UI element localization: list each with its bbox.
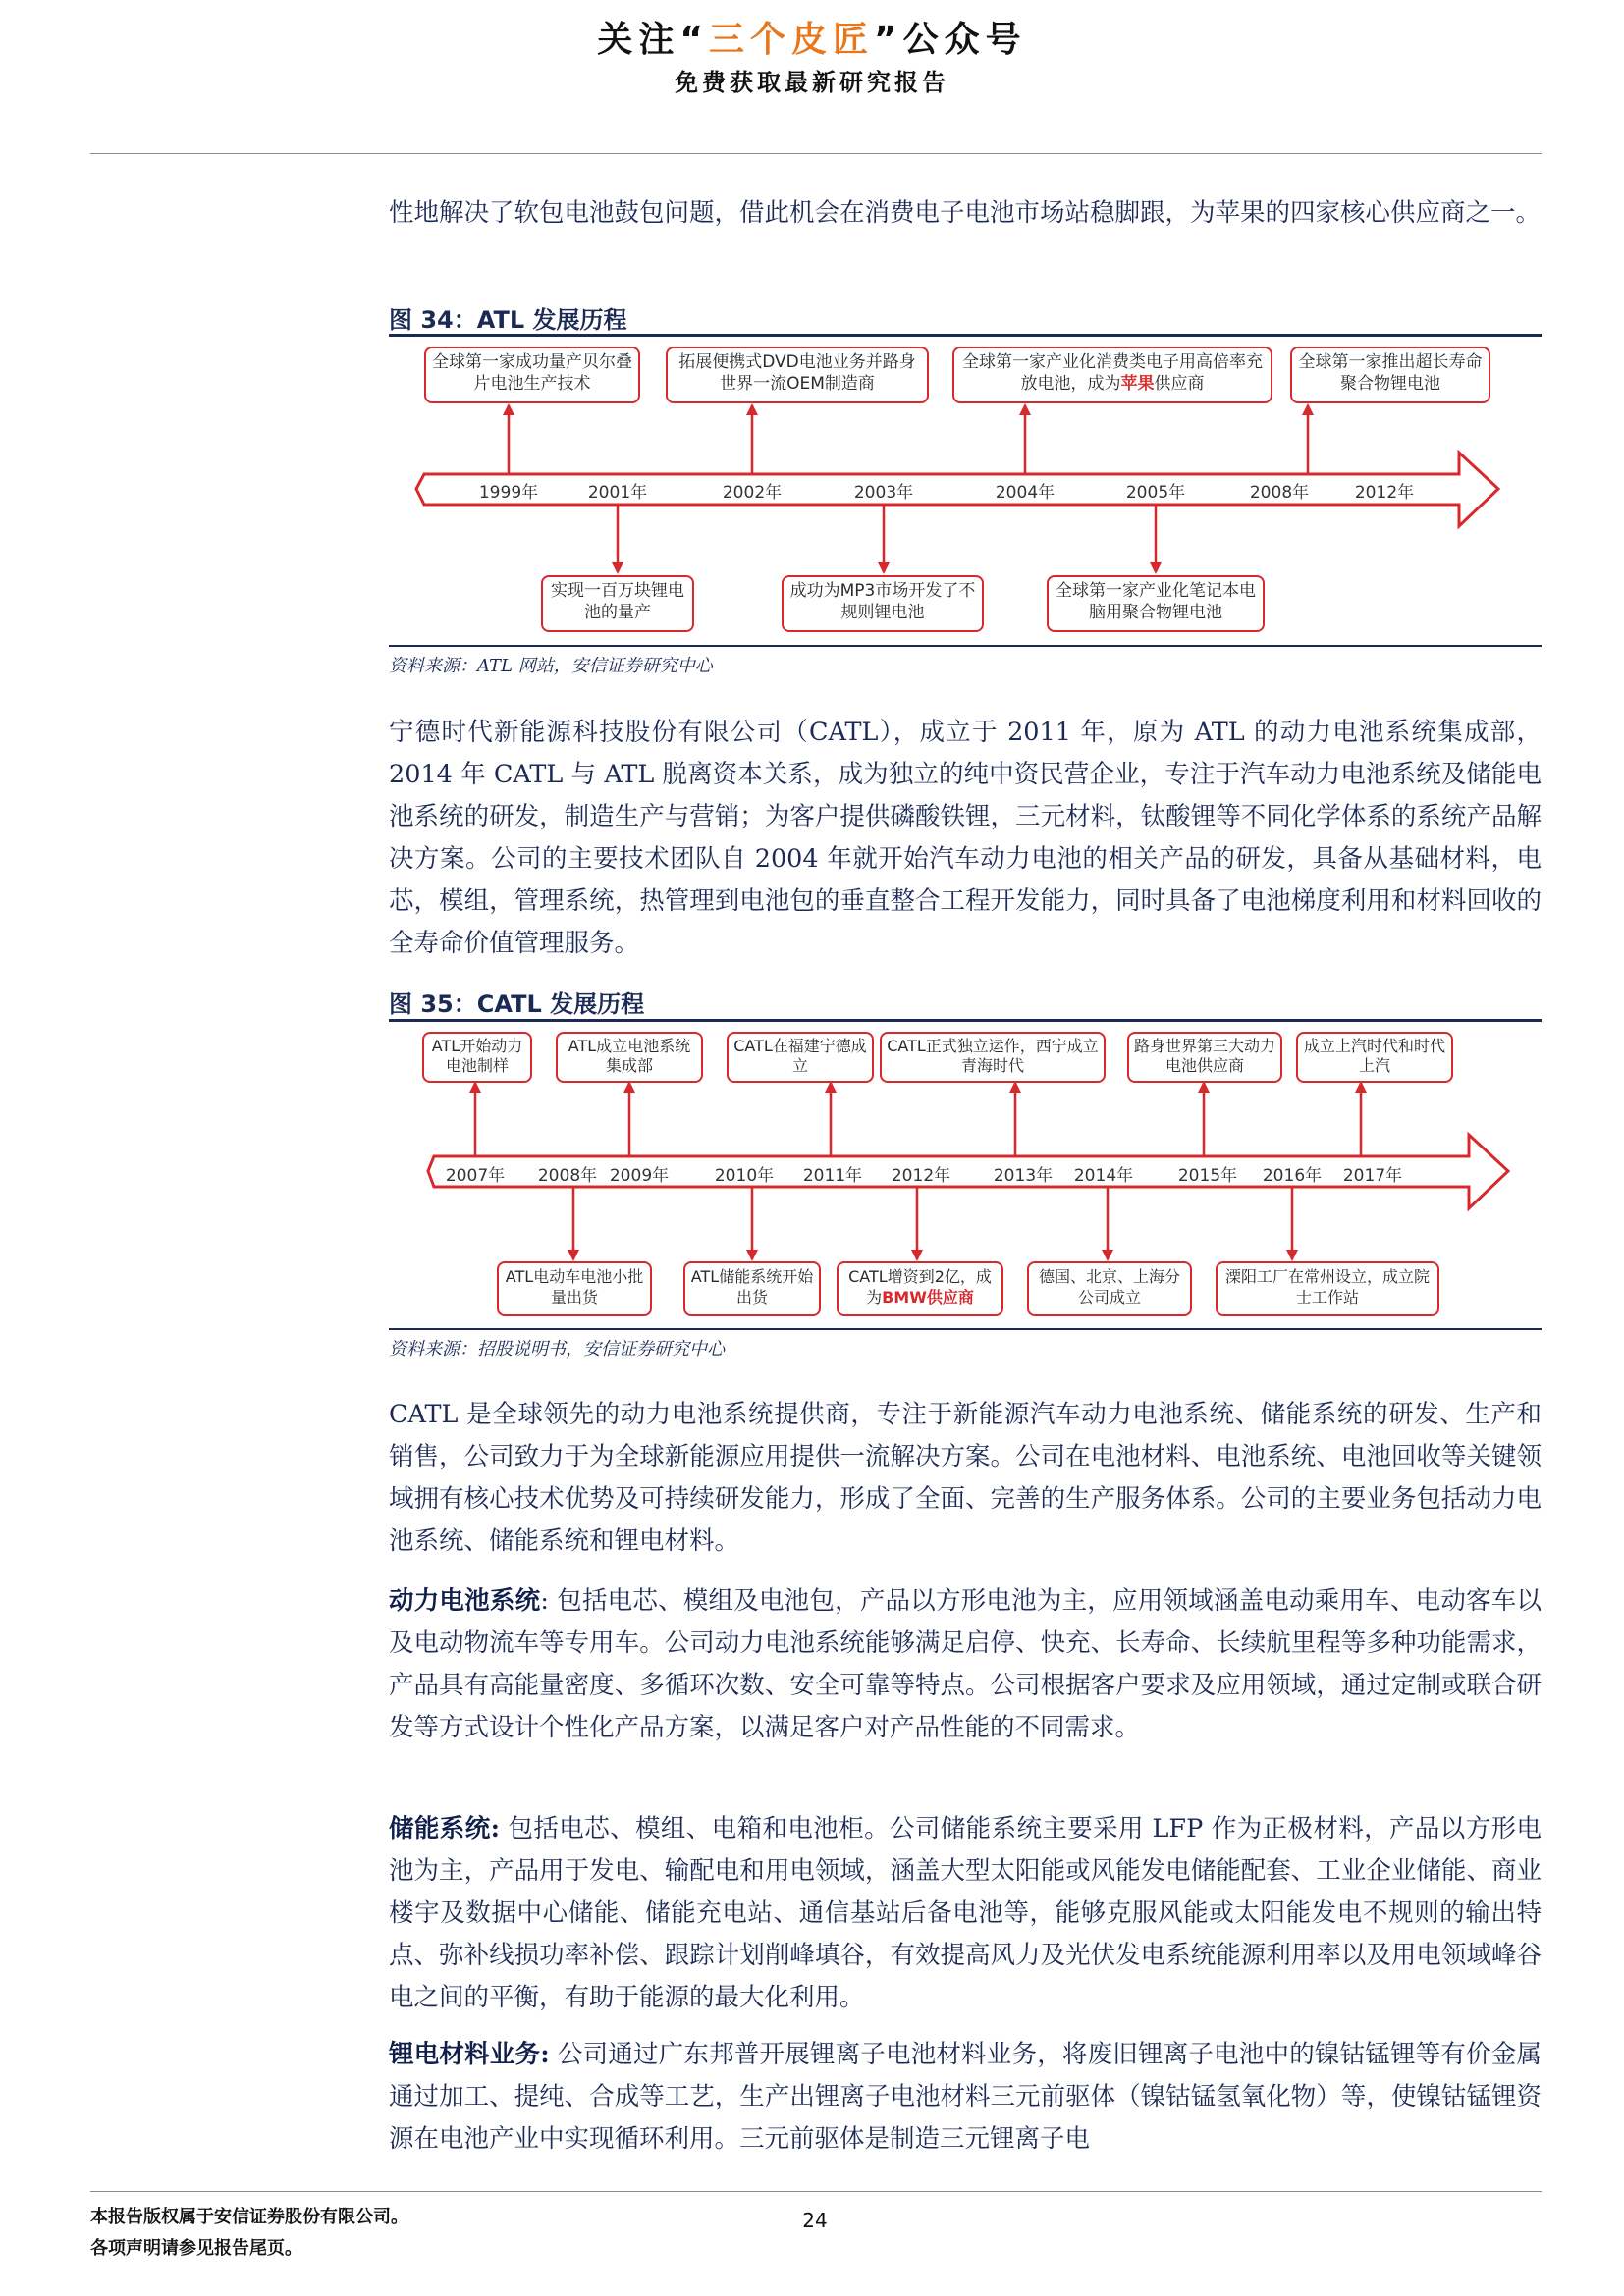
figure35-milestone-box: ATL电动车电池小批量出货 (497, 1261, 652, 1316)
figure34-year: 2012年 (1354, 483, 1415, 503)
footer-copyright: 本报告版权属于安信证券股份有限公司。 (90, 2207, 408, 2227)
catl-intro-paragraph: 宁德时代新能源科技股份有限公司（CATL），成立于 2011 年，原为 ATL 的动力电池系统集成部，2014 年 CATL 与 ATL 脱离资本关系，成为独立的纯中资民营企业，专注于汽车动力电池系统及储能电池系统的研发，制造生产与营销；为客户提供磷酸铁锂，三元材料，钛酸锂等不同化学体系的系统产品解决方案。公司的主要技术团队自 2004 年就开始汽车动力电池的相关产品的研发，具备从基础材料，电芯，模组，管理系统，热管理到电池包的垂直整合工程开发能力，同时具备了电池梯度利用和材料回收的全寿命价值管理服务。 (389, 718, 1542, 958)
page-number: 24 (802, 2209, 828, 2232)
intro-paragraph: 性地解决了软包电池鼓包问题，借此机会在消费电子电池市场站稳脚跟，为苹果的四家核心供应商之一。 (389, 198, 1542, 228)
figure35-timeline (389, 1022, 1542, 1326)
header-title-prefix: 关注“ (597, 20, 709, 60)
energy-storage-text: 包括电芯、模组、电箱和电池柜。公司储能系统主要采用 LFP 作为正极材料，产品以方形电池为主，产品用于发电、输配电和用电领域，涵盖大型太阳能或风能发电储能配套、工业企业储能、商业楼宇及数据中心储能、储能充电站、通信基站后备电池等，能够克服风能或太阳能发电不规则的输出特点、弥补线损功率补偿、跟踪计划削峰填谷，有效提高风力及光伏发电系统能源利用率以及用电领域峰谷电之间的平衡，有助于能源的最大化利用。 (389, 1814, 1543, 2012)
power-battery-paragraph (389, 1580, 1542, 1749)
figure34-year: 2002年 (722, 483, 783, 503)
figure34-year: 2005年 (1125, 483, 1186, 503)
catl-business-paragraph: CATL 是全球领先的动力电池系统提供商，专注于新能源汽车动力电池系统、储能系统的研发、生产和销售，公司致力于为全球新能源应用提供一流解决方案。公司在电池材料、电池系统、电池回收等关键领域拥有核心技术优势及可持续研发能力，形成了全面、完善的生产服务体系。公司的主要业务包括动力电池系统、储能系统和锂电材料。 (389, 1400, 1542, 1556)
figure34-milestone-box: 全球第一家产业化笔记本电脑用聚合物锂电池 (1047, 575, 1265, 632)
figure34-year: 2008年 (1249, 483, 1310, 503)
figure35-milestone-box: CATL在福建宁德成立 (727, 1032, 874, 1083)
figure35-year: 2017年 (1342, 1166, 1403, 1186)
figure35-year: 2014年 (1073, 1166, 1134, 1186)
figure34-milestone-box (952, 347, 1272, 403)
figure34-box-text: 全球第一家产业化消费类电子用高倍率充放电池，成为 (962, 352, 1263, 394)
figure35-year: 2008年 (537, 1166, 598, 1186)
figure35-year: 2009年 (609, 1166, 670, 1186)
figure34-source: 资料来源：ATL 网站，安信证券研究中心 (389, 656, 713, 676)
figure34-year: 2004年 (995, 483, 1056, 503)
figure34-milestone-box: 拓展便携式DVD电池业务并路身世界一流OEM制造商 (666, 347, 929, 403)
header-divider (90, 153, 1542, 154)
figure35-year: 2007年 (445, 1166, 506, 1186)
figure35-milestone-box (837, 1261, 1003, 1316)
figure34-milestone-box: 全球第一家推出超长寿命聚合物锂电池 (1290, 347, 1490, 403)
figure34-milestone-box: 全球第一家成功量产贝尔叠片电池生产技术 (424, 347, 640, 403)
figure35-bottom-rule (389, 1328, 1542, 1330)
power-battery-text: : 包括电芯、模组及电池包，产品以方形电池为主，应用领域涵盖电动乘用车、电动客车以及电动物流车等专用车。公司动力电池系统能够满足启停、快充、长寿命、长续航里程等多种功能需求，产品具有高能量密度、多循环次数、安全可靠等特点。公司根据客户要求及应用领域，通过定制或联合研发等方式设计个性化产品方案，以满足客户对产品性能的不同需求。 (389, 1586, 1542, 1742)
figure35-milestone-box: ATL储能系统开始出货 (683, 1261, 821, 1316)
figure35-milestone-box: ATL成立电池系统集成部 (556, 1032, 703, 1083)
figure35-year: 2013年 (993, 1166, 1054, 1186)
figure35-milestone-box: CATL正式独立运作，西宁成立青海时代 (880, 1032, 1106, 1083)
figure35-milestone-box: 成立上汽时代和时代上汽 (1296, 1032, 1453, 1083)
figure34-year: 2001年 (587, 483, 648, 503)
figure35-box-highlight: BMW供应商 (882, 1288, 974, 1307)
figure34-milestone-box: 实现一百万块锂电池的量产 (541, 575, 694, 632)
figure35-year: 2012年 (891, 1166, 951, 1186)
energy-storage-paragraph (389, 1808, 1542, 2019)
figure35-year: 2015年 (1177, 1166, 1238, 1186)
figure34-milestone-box: 成功为MP3市场开发了不规则锂电池 (782, 575, 984, 632)
figure34-year: 2003年 (853, 483, 914, 503)
header-title (0, 12, 1624, 62)
figure35-box-text: CATL增资到2亿，成为 (848, 1267, 992, 1307)
figure35-milestone-box: 溧阳工厂在常州设立，成立院士工作站 (1216, 1261, 1439, 1316)
footer-disclaimer: 各项声明请参见报告尾页。 (90, 2238, 302, 2259)
lithium-material-paragraph (389, 2034, 1542, 2161)
header-title-highlight: 三个皮匠 (708, 20, 874, 60)
footer-divider (90, 2191, 1542, 2192)
figure35-source: 资料来源：招股说明书，安信证券研究中心 (389, 1339, 725, 1360)
figure34-box-highlight: 苹果 (1120, 374, 1155, 394)
figure34-box-text-tail: 供应商 (1154, 374, 1205, 394)
energy-storage-label: 储能系统: (389, 1814, 501, 1843)
figure35-title: 图 35：CATL 发展历程 (389, 990, 645, 1018)
figure34-bottom-rule (389, 645, 1542, 647)
figure35-year: 2011年 (802, 1166, 863, 1186)
figure35-milestone-box: ATL开始动力电池制样 (422, 1032, 532, 1083)
figure35-milestone-box: 路身世界第三大动力电池供应商 (1127, 1032, 1282, 1083)
header-subtitle: 免费获取最新研究报告 (675, 69, 949, 96)
lithium-material-label: 锂电材料业务: (389, 2040, 550, 2069)
figure34-title: 图 34：ATL 发展历程 (389, 306, 627, 334)
figure35-year: 2010年 (714, 1166, 775, 1186)
figure35-milestone-box: 德国、北京、上海分公司成立 (1027, 1261, 1192, 1316)
header-title-suffix: ”公众号 (874, 20, 1027, 60)
lithium-material-text: 公司通过广东邦普开展锂离子电池材料业务，将废旧锂离子电池中的镍钴锰锂等有价金属通过加工、提纯、合成等工艺，生产出锂离子电池材料三元前驱体（镍钴锰氢氧化物）等，使镍钴锰锂资源在电池产业中实现循环利用。三元前驱体是制造三元锂离子电 (389, 2040, 1542, 2154)
power-battery-label: 动力电池系统 (389, 1586, 541, 1616)
figure34-year: 1999年 (478, 483, 539, 503)
figure35-year: 2016年 (1262, 1166, 1323, 1186)
figure34-timeline (389, 337, 1542, 643)
figure34-arrow (416, 453, 1498, 526)
